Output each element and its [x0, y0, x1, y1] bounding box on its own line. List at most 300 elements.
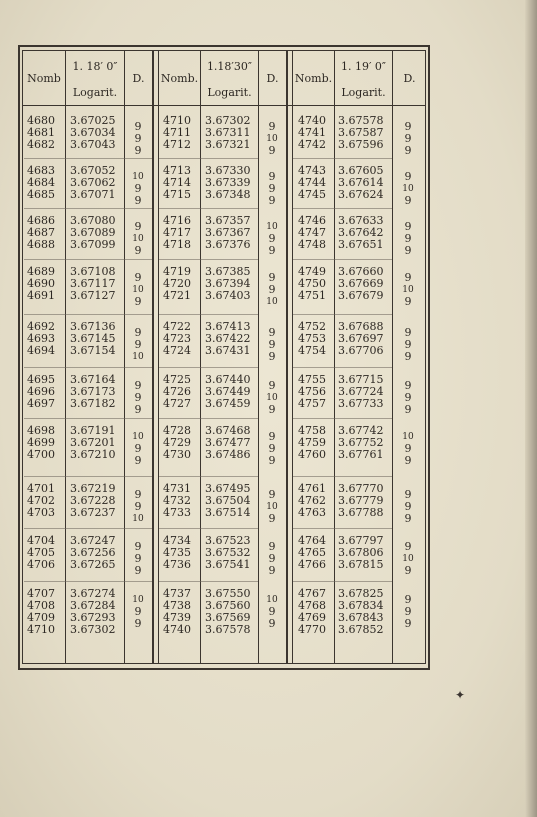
- table-cell-logarithm: 3.67715: [338, 373, 384, 386]
- table-cell-difference: 9: [268, 283, 276, 296]
- group-separator: [159, 367, 258, 368]
- table-cell-difference: 9: [134, 220, 142, 233]
- table-cell-number: 4696: [27, 385, 55, 398]
- table-cell-difference: 9: [268, 488, 276, 501]
- table-cell-difference: 9: [404, 391, 412, 404]
- group-separator: [24, 259, 152, 260]
- table-cell-difference: 9: [134, 442, 142, 455]
- table-cell-number: 4767: [298, 587, 326, 600]
- table-cell-logarithm: 3.67514: [205, 506, 251, 519]
- table-cell-logarithm: 3.67284: [70, 599, 116, 612]
- table-cell-difference: 9: [268, 564, 276, 577]
- table-cell-number: 4738: [163, 599, 191, 612]
- table-cell-number: 4733: [163, 506, 191, 519]
- column-rule: [65, 50, 66, 664]
- table-cell-difference: 9: [404, 442, 412, 455]
- table-cell-number: 4752: [298, 320, 326, 333]
- header-logarit-2: Logarit.: [207, 86, 252, 99]
- table-cell-difference: 9: [404, 194, 412, 207]
- table-cell-number: 4702: [27, 494, 55, 507]
- table-cell-difference: 10: [132, 432, 144, 442]
- table-cell-logarithm: 3.67642: [338, 226, 384, 239]
- table-cell-number: 4740: [298, 114, 326, 127]
- table-cell-number: 4716: [163, 214, 191, 227]
- table-cell-number: 4692: [27, 320, 55, 333]
- table-cell-number: 4718: [163, 238, 191, 251]
- table-cell-difference: 9: [404, 488, 412, 501]
- table-cell-logarithm: 3.67201: [70, 436, 116, 449]
- table-cell-logarithm: 3.67043: [70, 138, 116, 151]
- table-cell-number: 4683: [27, 164, 55, 177]
- table-cell-logarithm: 3.67459: [205, 397, 251, 410]
- group-separator: [159, 476, 258, 477]
- table-cell-logarithm: 3.67210: [70, 448, 116, 461]
- table-cell-difference: 9: [404, 326, 412, 339]
- table-cell-logarithm: 3.67265: [70, 558, 116, 571]
- table-cell-number: 4681: [27, 126, 55, 139]
- table-cell-logarithm: 3.67348: [205, 188, 251, 201]
- table-cell-difference: 9: [404, 500, 412, 513]
- table-cell-logarithm: 3.67449: [205, 385, 251, 398]
- group-separator: [293, 528, 392, 529]
- table-cell-number: 4728: [163, 424, 191, 437]
- table-cell-logarithm: 3.67624: [338, 188, 384, 201]
- group-separator: [159, 581, 258, 582]
- table-cell-difference: 9: [134, 605, 142, 618]
- table-cell-difference: 10: [402, 184, 414, 194]
- table-cell-number: 4730: [163, 448, 191, 461]
- table-cell-number: 4701: [27, 482, 55, 495]
- table-cell-difference: 9: [268, 232, 276, 245]
- table-cell-difference: 9: [404, 564, 412, 577]
- table-cell-logarithm: 3.67614: [338, 176, 384, 189]
- table-cell-logarithm: 3.67330: [205, 164, 251, 177]
- group-separator: [24, 418, 152, 419]
- table-cell-number: 4709: [27, 611, 55, 624]
- table-cell-difference: 9: [404, 170, 412, 183]
- table-cell-logarithm: 3.67669: [338, 277, 384, 290]
- table-cell-number: 4699: [27, 436, 55, 449]
- table-cell-number: 4750: [298, 277, 326, 290]
- table-cell-difference: 9: [134, 379, 142, 392]
- header-rule: [22, 105, 426, 106]
- table-cell-difference: 9: [404, 220, 412, 233]
- table-cell-difference: 9: [134, 500, 142, 513]
- panel-rule: [152, 50, 154, 664]
- table-cell-difference: 10: [266, 393, 278, 403]
- table-cell-logarithm: 3.67089: [70, 226, 116, 239]
- table-cell-logarithm: 3.67688: [338, 320, 384, 333]
- table-cell-difference: 9: [404, 338, 412, 351]
- table-cell-logarithm: 3.67367: [205, 226, 251, 239]
- column-rule: [124, 50, 125, 664]
- table-cell-logarithm: 3.67025: [70, 114, 116, 127]
- table-cell-difference: 9: [404, 120, 412, 133]
- group-separator: [24, 158, 152, 159]
- table-cell-difference: 9: [134, 564, 142, 577]
- table-cell-number: 4744: [298, 176, 326, 189]
- group-separator: [24, 208, 152, 209]
- table-cell-logarithm: 3.67550: [205, 587, 251, 600]
- table-cell-logarithm: 3.67541: [205, 558, 251, 571]
- header-logarit-1: Logarit.: [72, 86, 118, 99]
- group-separator: [159, 158, 258, 159]
- table-cell-difference: 9: [134, 182, 142, 195]
- table-cell-logarithm: 3.67247: [70, 534, 116, 547]
- table-cell-logarithm: 3.67596: [338, 138, 384, 151]
- table-cell-number: 4736: [163, 558, 191, 571]
- table-cell-difference: 9: [134, 295, 142, 308]
- table-cell-logarithm: 3.67834: [338, 599, 384, 612]
- table-cell-number: 4747: [298, 226, 326, 239]
- table-cell-logarithm: 3.67724: [338, 385, 384, 398]
- table-cell-logarithm: 3.67651: [338, 238, 384, 251]
- table-cell-number: 4754: [298, 344, 326, 357]
- table-cell-logarithm: 3.67154: [70, 344, 116, 357]
- table-cell-number: 4686: [27, 214, 55, 227]
- table-cell-logarithm: 3.67302: [205, 114, 251, 127]
- table-cell-logarithm: 3.67578: [205, 623, 251, 636]
- table-cell-number: 4715: [163, 188, 191, 201]
- table-cell-difference: 10: [132, 595, 144, 605]
- page-blemish: ✦: [455, 688, 466, 702]
- table-cell-logarithm: 3.67504: [205, 494, 251, 507]
- table-cell-logarithm: 3.67815: [338, 558, 384, 571]
- group-separator: [293, 581, 392, 582]
- group-separator: [159, 208, 258, 209]
- table-cell-number: 4759: [298, 436, 326, 449]
- table-cell-difference: 9: [404, 144, 412, 157]
- table-cell-number: 4697: [27, 397, 55, 410]
- table-cell-number: 4704: [27, 534, 55, 547]
- table-cell-difference: 9: [268, 512, 276, 525]
- table-cell-number: 4766: [298, 558, 326, 571]
- table-cell-number: 4723: [163, 332, 191, 345]
- table-cell-difference: 9: [134, 552, 142, 565]
- table-cell-difference: 9: [404, 593, 412, 606]
- table-cell-difference: 10: [266, 134, 278, 144]
- table-cell-difference: 9: [268, 442, 276, 455]
- table-cell-number: 4751: [298, 289, 326, 302]
- page-edge: [525, 0, 537, 817]
- table-cell-difference: 9: [404, 617, 412, 630]
- table-cell-number: 4682: [27, 138, 55, 151]
- table-cell-number: 4705: [27, 546, 55, 559]
- header-angle-1: 1. 18′ 0″: [72, 60, 118, 73]
- table-cell-difference: 10: [132, 172, 144, 182]
- group-separator: [293, 259, 392, 260]
- header-nomb-3: Nomb.: [294, 72, 333, 85]
- table-cell-difference: 10: [402, 285, 414, 295]
- table-cell-number: 4707: [27, 587, 55, 600]
- table-cell-difference: 9: [268, 350, 276, 363]
- table-cell-difference: 9: [268, 605, 276, 618]
- table-cell-difference: 9: [134, 194, 142, 207]
- table-cell-number: 4708: [27, 599, 55, 612]
- table-cell-difference: 9: [268, 194, 276, 207]
- table-cell-number: 4765: [298, 546, 326, 559]
- table-cell-number: 4745: [298, 188, 326, 201]
- table-cell-logarithm: 3.67302: [70, 623, 116, 636]
- table-cell-number: 4743: [298, 164, 326, 177]
- table-cell-number: 4749: [298, 265, 326, 278]
- table-cell-logarithm: 3.67403: [205, 289, 251, 302]
- header-d-3: D.: [403, 72, 416, 85]
- table-cell-number: 4729: [163, 436, 191, 449]
- table-cell-difference: 9: [404, 605, 412, 618]
- table-cell-difference: 9: [134, 338, 142, 351]
- table-cell-number: 4710: [27, 623, 55, 636]
- table-cell-difference: 9: [268, 552, 276, 565]
- group-separator: [293, 367, 392, 368]
- table-cell-difference: 9: [268, 617, 276, 630]
- group-separator: [293, 314, 392, 315]
- table-cell-number: 4712: [163, 138, 191, 151]
- table-cell-number: 4737: [163, 587, 191, 600]
- table-cell-logarithm: 3.67532: [205, 546, 251, 559]
- table-cell-logarithm: 3.67852: [338, 623, 384, 636]
- table-cell-difference: 9: [268, 182, 276, 195]
- table-cell-difference: 10: [266, 222, 278, 232]
- group-separator: [293, 208, 392, 209]
- table-cell-number: 4700: [27, 448, 55, 461]
- group-separator: [24, 367, 152, 368]
- panel-rule: [158, 50, 159, 664]
- table-cell-logarithm: 3.67523: [205, 534, 251, 547]
- table-cell-logarithm: 3.67062: [70, 176, 116, 189]
- table-cell-difference: 9: [268, 120, 276, 133]
- table-cell-difference: 9: [134, 403, 142, 416]
- table-cell-logarithm: 3.67191: [70, 424, 116, 437]
- table-cell-number: 4695: [27, 373, 55, 386]
- table-cell-logarithm: 3.67145: [70, 332, 116, 345]
- table-cell-logarithm: 3.67237: [70, 506, 116, 519]
- table-cell-logarithm: 3.67339: [205, 176, 251, 189]
- group-separator: [159, 259, 258, 260]
- table-cell-number: 4680: [27, 114, 55, 127]
- group-separator: [293, 158, 392, 159]
- table-cell-difference: 10: [402, 554, 414, 564]
- table-cell-logarithm: 3.67080: [70, 214, 116, 227]
- table-cell-number: 4755: [298, 373, 326, 386]
- table-cell-difference: 9: [404, 295, 412, 308]
- table-cell-number: 4761: [298, 482, 326, 495]
- column-rule: [392, 50, 393, 664]
- table-cell-number: 4711: [163, 126, 191, 139]
- table-cell-logarithm: 3.67733: [338, 397, 384, 410]
- table-cell-logarithm: 3.67219: [70, 482, 116, 495]
- table-cell-logarithm: 3.67486: [205, 448, 251, 461]
- table-cell-logarithm: 3.67770: [338, 482, 384, 495]
- table-cell-number: 4689: [27, 265, 55, 278]
- table-cell-logarithm: 3.67605: [338, 164, 384, 177]
- table-cell-logarithm: 3.67321: [205, 138, 251, 151]
- column-rule: [258, 50, 259, 664]
- table-cell-number: 4703: [27, 506, 55, 519]
- header-logarit-3: Logarit.: [341, 86, 386, 99]
- table-cell-number: 4740: [163, 623, 191, 636]
- table-cell-number: 4713: [163, 164, 191, 177]
- table-cell-difference: 9: [268, 338, 276, 351]
- table-cell-logarithm: 3.67697: [338, 332, 384, 345]
- table-cell-number: 4769: [298, 611, 326, 624]
- table-cell-difference: 9: [404, 232, 412, 245]
- table-cell-number: 4685: [27, 188, 55, 201]
- table-cell-number: 4760: [298, 448, 326, 461]
- table-cell-number: 4717: [163, 226, 191, 239]
- table-cell-logarithm: 3.67256: [70, 546, 116, 559]
- table-cell-number: 4742: [298, 138, 326, 151]
- table-cell-logarithm: 3.67495: [205, 482, 251, 495]
- table-cell-difference: 9: [404, 350, 412, 363]
- table-cell-difference: 10: [266, 595, 278, 605]
- table-cell-difference: 9: [404, 403, 412, 416]
- table-cell-logarithm: 3.67394: [205, 277, 251, 290]
- group-separator: [293, 476, 392, 477]
- table-cell-logarithm: 3.67274: [70, 587, 116, 600]
- table-cell-number: 4757: [298, 397, 326, 410]
- table-cell-number: 4739: [163, 611, 191, 624]
- table-cell-difference: 9: [134, 617, 142, 630]
- table-cell-logarithm: 3.67560: [205, 599, 251, 612]
- table-cell-difference: 10: [132, 514, 144, 524]
- table-cell-number: 4732: [163, 494, 191, 507]
- table-cell-number: 4720: [163, 277, 191, 290]
- table-cell-number: 4756: [298, 385, 326, 398]
- table-cell-number: 4694: [27, 344, 55, 357]
- header-angle-2: 1.18′30″: [206, 60, 253, 73]
- table-cell-difference: 9: [268, 170, 276, 183]
- table-cell-difference: 9: [134, 271, 142, 284]
- table-cell-difference: 9: [268, 144, 276, 157]
- table-cell-logarithm: 3.67413: [205, 320, 251, 333]
- table-cell-number: 4768: [298, 599, 326, 612]
- table-cell-number: 4714: [163, 176, 191, 189]
- table-cell-difference: 9: [134, 132, 142, 145]
- panel-rule: [292, 50, 293, 664]
- table-cell-number: 4719: [163, 265, 191, 278]
- table-cell-logarithm: 3.67706: [338, 344, 384, 357]
- table-cell-difference: 10: [132, 352, 144, 362]
- header-d-2: D.: [266, 72, 279, 85]
- table-cell-logarithm: 3.67468: [205, 424, 251, 437]
- group-separator: [24, 476, 152, 477]
- table-cell-logarithm: 3.67164: [70, 373, 116, 386]
- table-cell-logarithm: 3.67779: [338, 494, 384, 507]
- table-cell-difference: 9: [134, 120, 142, 133]
- table-cell-number: 4770: [298, 623, 326, 636]
- table-cell-difference: 9: [134, 488, 142, 501]
- table-cell-difference: 9: [268, 454, 276, 467]
- table-cell-logarithm: 3.67385: [205, 265, 251, 278]
- table-cell-number: 4753: [298, 332, 326, 345]
- table-cell-difference: 10: [132, 234, 144, 244]
- table-cell-logarithm: 3.67578: [338, 114, 384, 127]
- table-cell-logarithm: 3.67788: [338, 506, 384, 519]
- table-cell-number: 4727: [163, 397, 191, 410]
- table-cell-number: 4758: [298, 424, 326, 437]
- table-cell-number: 4688: [27, 238, 55, 251]
- table-cell-difference: 9: [134, 244, 142, 257]
- table-cell-number: 4726: [163, 385, 191, 398]
- table-cell-number: 4734: [163, 534, 191, 547]
- table-cell-difference: 9: [404, 454, 412, 467]
- table-cell-number: 4735: [163, 546, 191, 559]
- table-cell-difference: 10: [266, 502, 278, 512]
- table-cell-difference: 9: [268, 403, 276, 416]
- table-cell-number: 4684: [27, 176, 55, 189]
- table-cell-difference: 9: [134, 326, 142, 339]
- table-cell-number: 4748: [298, 238, 326, 251]
- table-cell-difference: 9: [404, 244, 412, 257]
- table-cell-number: 4690: [27, 277, 55, 290]
- table-cell-number: 4725: [163, 373, 191, 386]
- table-cell-difference: 9: [268, 271, 276, 284]
- table-cell-logarithm: 3.67825: [338, 587, 384, 600]
- table-cell-number: 4746: [298, 214, 326, 227]
- table-cell-number: 4764: [298, 534, 326, 547]
- table-cell-logarithm: 3.67761: [338, 448, 384, 461]
- table-cell-logarithm: 3.67136: [70, 320, 116, 333]
- group-separator: [24, 581, 152, 582]
- table-cell-logarithm: 3.67071: [70, 188, 116, 201]
- table-cell-logarithm: 3.67293: [70, 611, 116, 624]
- column-rule: [334, 50, 335, 664]
- table-cell-difference: 10: [132, 285, 144, 295]
- table-cell-difference: 9: [404, 512, 412, 525]
- table-cell-logarithm: 3.67477: [205, 436, 251, 449]
- table-cell-number: 4710: [163, 114, 191, 127]
- table-cell-logarithm: 3.67127: [70, 289, 116, 302]
- header-angle-3: 1. 19′ 0″: [340, 60, 387, 73]
- column-rule: [200, 50, 201, 664]
- table-cell-difference: 9: [404, 271, 412, 284]
- table-cell-difference: 10: [266, 297, 278, 307]
- header-nomb-1: Nomb: [27, 72, 61, 85]
- group-separator: [24, 528, 152, 529]
- table-cell-number: 4731: [163, 482, 191, 495]
- header-nomb-2: Nomb.: [160, 72, 199, 85]
- table-cell-number: 4763: [298, 506, 326, 519]
- table-cell-number: 4724: [163, 344, 191, 357]
- table-cell-number: 4722: [163, 320, 191, 333]
- table-cell-number: 4693: [27, 332, 55, 345]
- table-cell-logarithm: 3.67099: [70, 238, 116, 251]
- table-cell-difference: 9: [268, 379, 276, 392]
- table-cell-number: 4721: [163, 289, 191, 302]
- table-cell-logarithm: 3.67034: [70, 126, 116, 139]
- table-cell-difference: 9: [134, 144, 142, 157]
- table-cell-logarithm: 3.67633: [338, 214, 384, 227]
- table-cell-logarithm: 3.67173: [70, 385, 116, 398]
- table-cell-logarithm: 3.67311: [205, 126, 251, 139]
- table-cell-logarithm: 3.67742: [338, 424, 384, 437]
- header-d-1: D.: [132, 72, 145, 85]
- table-cell-logarithm: 3.67660: [338, 265, 384, 278]
- table-cell-logarithm: 3.67052: [70, 164, 116, 177]
- table-cell-logarithm: 3.67357: [205, 214, 251, 227]
- table-cell-logarithm: 3.67108: [70, 265, 116, 278]
- table-cell-logarithm: 3.67679: [338, 289, 384, 302]
- table-cell-difference: 9: [134, 540, 142, 553]
- group-separator: [159, 314, 258, 315]
- table-cell-number: 4762: [298, 494, 326, 507]
- table-cell-number: 4691: [27, 289, 55, 302]
- table-cell-logarithm: 3.67431: [205, 344, 251, 357]
- table-cell-difference: 9: [268, 540, 276, 553]
- table-cell-logarithm: 3.67569: [205, 611, 251, 624]
- group-separator: [24, 314, 152, 315]
